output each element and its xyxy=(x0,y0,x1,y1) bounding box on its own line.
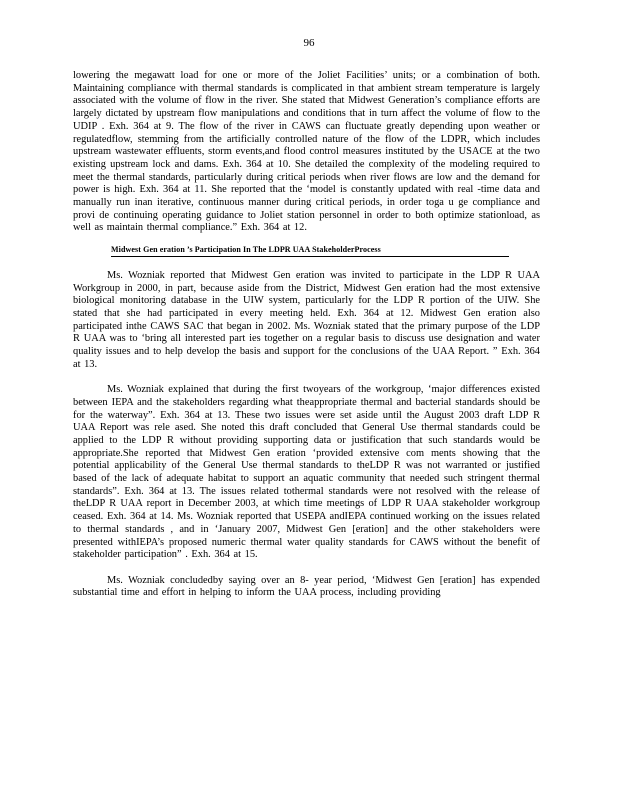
page-number: 96 xyxy=(303,37,315,49)
paragraph-thermal-standards: Ms. Wozniak explained that during the first twoyears of the workgroup, ‘major differences existed between IEPA and the stakeholders regarding what theappropriate thermal and bacterial standards should be for the waterway”. Exh. 364 at 13. These two issues were set aside until the August 2003 draft LDP R UAA Report was rele ased. She noted this draft concluded that General Use thermal standards could be applied to the LDP R without providing supporting data or justification that such standards would be appropriate.She reported that Midwest Gen eration ‘provided extensive com ments showing that the potential applicability of the General Use thermal standards to theLDP R was not warranted or justified based of the lack of adequate habitat to support an aquatic community that needed such stringent thermal standards”. Exh. 364 at 13. The issues related tothermal standards were not resolved with the release of theLDP R UAA report in December 2003, at which time meetings of LDP R UAA stakeholder workgroup ceased. Exh. 364 at 14. Ms. Wozniak reported that USEPA andIEPA continued working on the issues related to thermal standards , and in ‘January 2007, Midwest Gen [eration] and the other stakeholders were presented withIEPA’s proposed numeric thermal water quality standards for CAWS without the benefit of stakeholder participation” . Exh. 364 at 15. xyxy=(73,384,540,561)
page-body xyxy=(73,70,540,600)
paragraph-conclusion: Ms. Wozniak concludedby saying over an 8- year period, ‘Midwest Gen [eration] has expended substantial time and effort in helping to inform the UAA process, including providing xyxy=(73,574,540,599)
paragraph-joliet-compliance: lowering the megawatt load for one or more of the Joliet Facilities’ units; or a combination of both. Maintaining compliance with thermal standards is complicated in that ambient stream temperature is largely associated with the volume of flow in the river. She stated that Midwest Generation’s compliance efforts are largely dictated by upstream flow manipulations and conditions that in turn affect the volume of flow to the UDIP . Exh. 364 at 9. The flow of the river in CAWS can fluctuate greatly depending upon weather or regulatedflow, stemming from the artificially controlled nature of the flow of the LDPR, which includes upstream wastewater effluents, storm events,and flood control measures instituted by the USACE at the two existing upstream lock and dams. Exh. 364 at 10. She detailed the complexity of the modeling required to meet the thermal standards, particularly during critical periods when river flows are low and the demand for power is high. Exh. 364 at 11. She reported that the ‘model is constantly updated with real -time data and manually run inan iterative, continuous manner during critical periods, in order toga u ge compliance and provi de continuing operating guidance to Joliet station personnel in order to both optimize stationload, as well as maintain thermal compliance.” Exh. 364 at 12. xyxy=(73,70,540,234)
section-heading: Midwest Gen eration ’s Participation In The LDPR UAA StakeholderProcess xyxy=(111,244,509,257)
paragraph-uaa-workgroup: Ms. Wozniak reported that Midwest Gen eration was invited to participate in the LDP R UAA Workgroup in 2000, in part, because aside from the District, Midwest Gen eration had the most extensive biological monitoring database in the UIW system, particularly for the LDP R portion of the UIW. She stated that she had participated in every meeting held. Exh. 364 at 12. Midwest Gen eration also participated inthe CAWS SAC that began in 2002. Ms. Wozniak stated that the primary purpose of the LDP R UAA was to ‘bring all interested part ies together on a regular basis to discuss use designation and water quality issues and to help develop the basis and support for the conclusions of the UAA Report. ” Exh. 364 at 13. xyxy=(73,269,540,370)
spacer xyxy=(73,371,540,384)
spacer xyxy=(73,562,540,575)
spacer xyxy=(73,235,540,244)
spacer xyxy=(73,257,540,270)
